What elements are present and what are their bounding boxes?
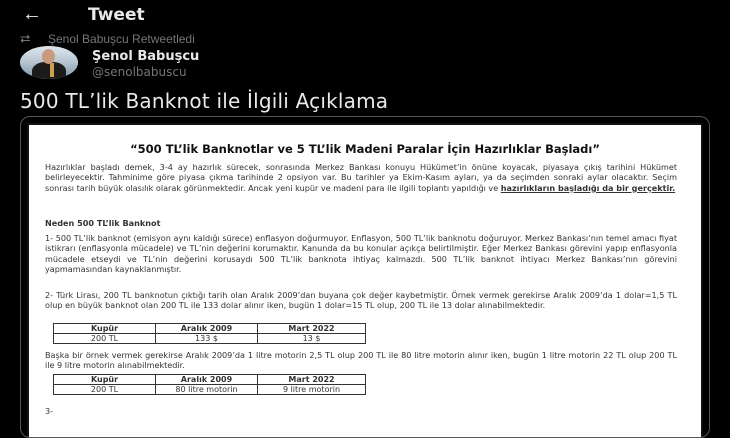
table-header: Kupür: [54, 324, 156, 334]
tweet-text: 500 TL’lik Banknot ile İlgili Açıklama: [20, 89, 389, 113]
top-bar: [0, 0, 730, 30]
tweet-media-image[interactable]: [20, 116, 710, 438]
author-name[interactable]: Şenol Babuşcu: [92, 49, 200, 64]
document-title: “500 TL’lik Banknotlar ve 5 TL’lik Madeni Paralar İçin Hazırlıklar Başladı”: [130, 142, 600, 156]
avatar[interactable]: [20, 46, 78, 79]
table-row: [54, 334, 366, 344]
table-diesel-comparison: [53, 374, 366, 395]
avatar-tie: [50, 63, 54, 77]
table-cell: 200 TL: [54, 334, 156, 344]
point-1: 1- 500 TL’lik banknot (emisyon aynı kaldığı sürece) enflasyon doğurmuyor. Enflasyon, 500 TL’lik banknotu doğuruyor. Merkez Bankası’nın temel amacı fiyat istikrarı (enflasyonla mücadele) ve TL’nin değerini korumaktır. Kanunda da bu konular açıkça belirtilmiştir. Eğer Merkez Bankası görevini yapıp enflasyonla mücadele etseydi ve TL’nin değerini korusaydı 500 TL’lik banknota ihtiyaç kalmazdı. 500 TL’lik banknot ihtiyacı Merkez Bankası’nın görevini yapmamasından kaynaklanmıştır.: [45, 233, 677, 275]
author-handle[interactable]: @senolbabuscu: [92, 65, 187, 79]
table-cell: 200 TL: [54, 385, 156, 395]
back-arrow-icon[interactable]: ←: [22, 3, 42, 25]
section-heading: Neden 500 TL’lik Banknot: [45, 218, 161, 228]
point-2: 2- Türk Lirası, 200 TL banknotun çıktığı tarih olan Aralık 2009’dan buyana çok değer kaybetmiştir. Örnek vermek gerekirse Aralık 2009’da 1 dolar=1,5 TL olup en büyük banknot olan 200 TL ile 133 dolar alınır iken, bugün 1 dolar=15 TL olup, 200 TL ile 13 dolar alınabilmektedir.: [45, 290, 677, 311]
table-cell: 133 $: [156, 334, 258, 344]
table-row: [54, 385, 366, 395]
table-cell: 80 litre motorin: [156, 385, 258, 395]
page-title: Tweet: [88, 5, 145, 25]
document-page: [27, 123, 703, 438]
intro-paragraph: [45, 162, 677, 193]
intro-text: Hazırlıklar başladı demek, 3-4 ay hazırlık sürecek, sonrasında Merkez Bankası konuyu Hükümet’in önüne koyacak, piyasaya çıkış tarihini Hükümet belirleyecektir. Tahminime göre piyasa çıkma tarihinde 2 opsiyon var. Bu tarihler ya Ekim-Kasım ayları, ya da seçimden sonraki aylar olacaktır. Seçim sonrası tarih büyük olasılık olarak görünmektedir. Ancak yeni kupür ve madeni para ile ilgili toplantı yapıldığı ve: [45, 162, 677, 193]
retweet-context: [20, 31, 195, 47]
table-header-row: [54, 375, 366, 385]
point-3: 3-: [45, 406, 54, 416]
table-header: Aralık 2009: [156, 324, 258, 334]
table-header: Mart 2022: [258, 324, 366, 334]
table-cell: 9 litre motorin: [258, 385, 366, 395]
table-header-row: [54, 324, 366, 334]
example-2: Başka bir örnek vermek gerekirse Aralık 2009’da 1 litre motorin 2,5 TL olup 200 TL ile 80 litre motorin alınır iken, bugün 1 litre motorin 22 TL olup 200 TL ile 9 litre motorin alınabilmektedir.: [45, 350, 677, 371]
retweet-icon: ⮂: [20, 31, 31, 46]
avatar-body: [32, 62, 66, 79]
avatar-head: [42, 49, 55, 64]
table-cell: 13 $: [258, 334, 366, 344]
table-dollar-comparison: [53, 323, 366, 344]
table-header: Mart 2022: [258, 375, 366, 385]
table-header: Kupür: [54, 375, 156, 385]
retweet-label[interactable]: Şenol Babuşcu Retweetledi: [48, 32, 195, 46]
intro-emphasis: hazırlıkların başladığı da bir gerçektir.: [500, 182, 676, 193]
table-header: Aralık 2009: [156, 375, 258, 385]
